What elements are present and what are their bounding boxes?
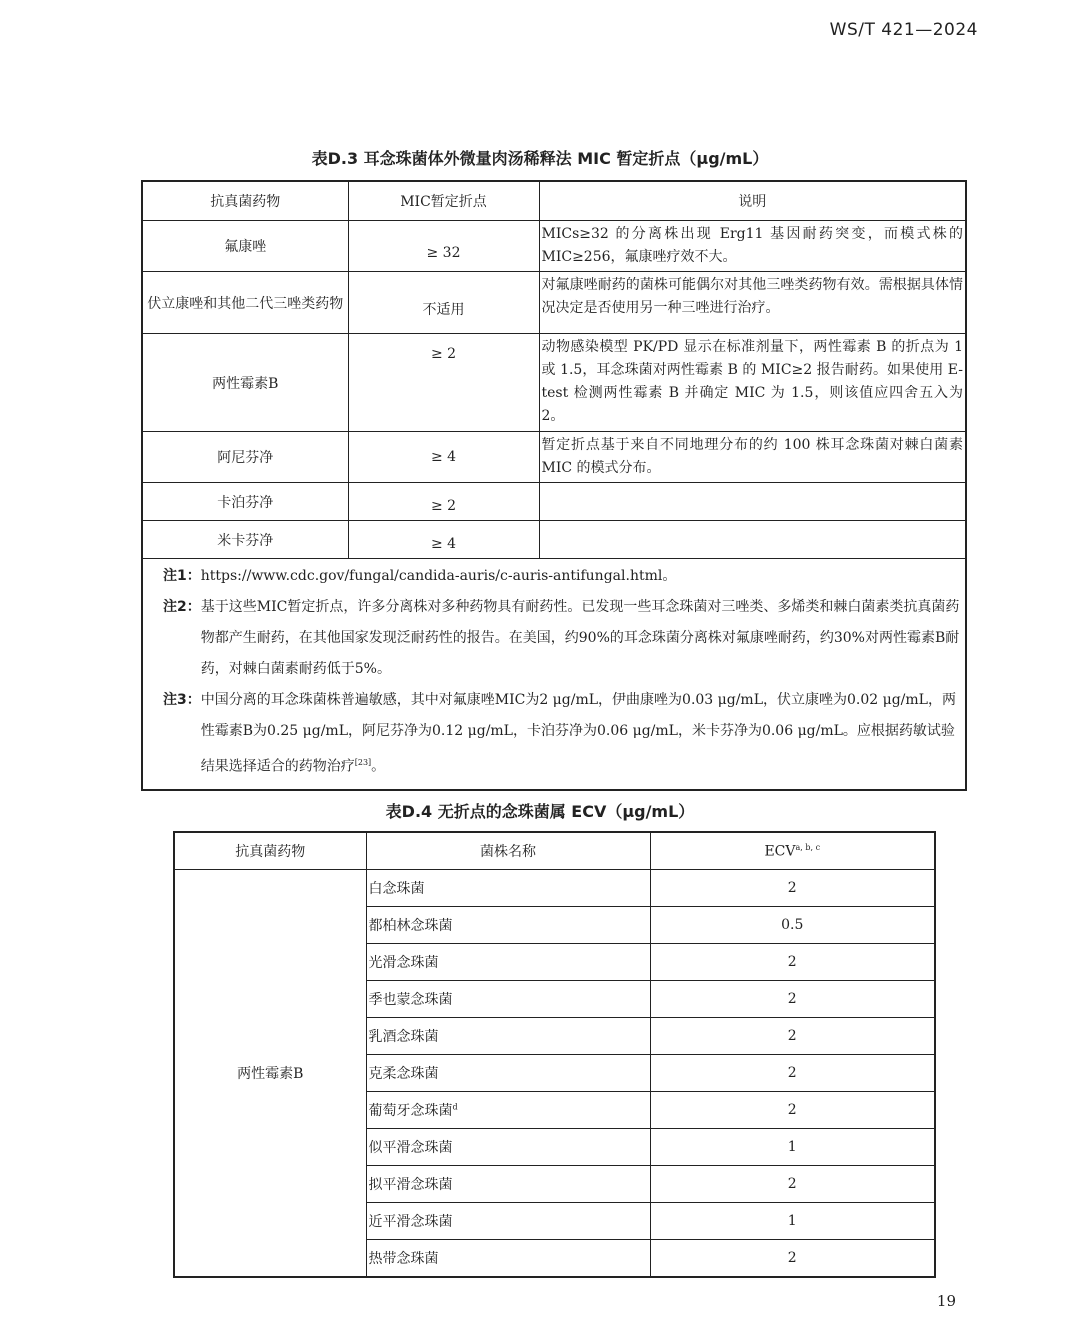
note-cell: 对氟康唑耐药的菌株可能偶尔对其他三唑类药物有效。需根据具体情况决定是否使用另一种三唑进行治疗。: [539, 272, 966, 334]
table-d4-caption: 表D.4 无折点的念珠菌属 ECV（μg/mL）: [385, 802, 695, 821]
reference-marker: [23]: [354, 758, 372, 767]
strain-cell: 克柔念珠菌: [366, 1055, 650, 1092]
mic-cell: ≥ 4: [348, 432, 539, 483]
table-row: [142, 483, 966, 521]
strain-cell: 季也蒙念珠菌: [366, 981, 650, 1018]
drug-cell: 伏立康唑和其他二代三唑类药物: [142, 272, 348, 334]
table-header-row: [174, 832, 935, 870]
table-row: [142, 432, 966, 483]
note-text-tail: 。: [371, 758, 386, 775]
table-row: [174, 870, 935, 907]
ecv-cell: 2: [650, 944, 935, 981]
ecv-cell: 0.5: [650, 907, 935, 944]
notes-cell: [142, 559, 966, 790]
strain-cell: 似平滑念珠菌: [366, 1129, 650, 1166]
note-label: 注3：: [163, 692, 201, 708]
drug-cell: 两性霉素B: [174, 870, 366, 1278]
mic-cell: 不适用: [348, 272, 539, 334]
strain-cell: 光滑念珠菌: [366, 944, 650, 981]
mic-cell: ≥ 4: [348, 521, 539, 559]
table-header-row: [142, 181, 966, 221]
strain-cell: 拟平滑念珠菌: [366, 1166, 650, 1203]
note-text-wrap: [201, 685, 961, 783]
table-d3-caption: 表D.3 耳念珠菌体外微量肉汤稀释法 MIC 暂定折点（μg/mL）: [311, 149, 769, 168]
note-text: https://www.cdc.gov/fungal/candida-auris/c-auris-antifungal.html。: [200, 568, 677, 584]
drug-cell: 氟康唑: [142, 221, 348, 272]
strain-cell: [366, 1092, 650, 1129]
mic-cell: ≥ 2: [348, 483, 539, 521]
drug-cell: 卡泊芬净: [142, 483, 348, 521]
strain-cell: 都柏林念珠菌: [366, 907, 650, 944]
ecv-superscript: a, b, c: [795, 842, 821, 852]
ecv-cell: 2: [650, 870, 935, 907]
header-drug: 抗真菌药物: [174, 832, 366, 870]
header-ecv-label: ECV: [764, 843, 796, 860]
note-2: [163, 592, 961, 685]
header-mic: MIC暂定折点: [348, 181, 539, 221]
note-label: 注2：: [163, 599, 201, 615]
note-cell: 动物感染模型 PK/PD 显示在标准剂量下，两性霉素 B 的折点为 1 或 1.5，耳念珠菌对两性霉素 B 的 MIC≥2 报告耐药。如果使用 E-test 检测两性霉素 B 并确定 MIC 为 1.5，则该值应四舍五入为 2。: [539, 334, 966, 432]
table-d4: [173, 831, 936, 1278]
header-strain: 菌株名称: [366, 832, 650, 870]
table-row: [142, 521, 966, 559]
strain-cell: 乳酒念珠菌: [366, 1018, 650, 1055]
drug-cell: 米卡芬净: [142, 521, 348, 559]
header-note: 说明: [539, 181, 966, 221]
table-row: [142, 334, 966, 432]
ecv-cell: 2: [650, 1092, 935, 1129]
ecv-cell: 1: [650, 1203, 935, 1240]
table-d3: [141, 180, 967, 791]
ecv-cell: 2: [650, 1166, 935, 1203]
table-row: [142, 272, 966, 334]
note-1: [163, 561, 961, 592]
table-row: [142, 221, 966, 272]
header-drug: 抗真菌药物: [142, 181, 348, 221]
note-3: [163, 685, 961, 783]
note-cell: MICs≥32 的分离株出现 Erg11 基因耐药突变，而模式株的 MIC≥256，氟康唑疗效不大。: [539, 221, 966, 272]
ecv-cell: 2: [650, 1055, 935, 1092]
note-cell: 暂定折点基于来自不同地理分布的约 100 株耳念珠菌对棘白菌素 MIC 的模式分布。: [539, 432, 966, 483]
strain-cell: 近平滑念珠菌: [366, 1203, 650, 1240]
note-label: 注1：: [163, 568, 201, 584]
strain-cell: 热带念珠菌: [366, 1240, 650, 1278]
ecv-cell: 2: [650, 1240, 935, 1278]
note-cell: [539, 483, 966, 521]
header-ecv: [650, 832, 935, 870]
standard-code: WS/T 421—2024: [829, 20, 978, 40]
mic-cell: ≥ 32: [348, 221, 539, 272]
note-text: 基于这些MIC暂定折点，许多分离株对多种药物具有耐药性。已发现一些耳念珠菌对三唑类、多烯类和棘白菌素类抗真菌药物都产生耐药，在其他国家发现泛耐药性的报告。在美国，约90%的耳念珠菌分离株对氟康唑耐药，约30%对两性霉素B耐药，对棘白菌素耐药低于5%。: [200, 599, 960, 677]
strain-name: 葡萄牙念珠菌: [368, 1103, 453, 1119]
note-cell: [539, 521, 966, 559]
drug-cell: 阿尼芬净: [142, 432, 348, 483]
strain-footnote-marker: d: [452, 1102, 458, 1112]
drug-cell: 两性霉素B: [142, 334, 348, 432]
ecv-cell: 2: [650, 1018, 935, 1055]
mic-cell: ≥ 2: [348, 334, 539, 432]
strain-cell: 白念珠菌: [366, 870, 650, 907]
ecv-cell: 1: [650, 1129, 935, 1166]
note-text: 中国分离的耳念珠菌株普遍敏感，其中对氟康唑MIC为2 μg/mL，伊曲康唑为0.03 μg/mL，伏立康唑为0.02 μg/mL，两性霉素B为0.25 μg/mL，阿尼芬净为0.12 μg/mL，卡泊芬净为0.06 μg/mL，米卡芬净为0.06 μg/mL。应根据药敏试验结果选择适合的药物治疗: [200, 692, 956, 775]
notes-row: [142, 559, 966, 790]
page-number: 19: [936, 1292, 956, 1310]
ecv-cell: 2: [650, 981, 935, 1018]
